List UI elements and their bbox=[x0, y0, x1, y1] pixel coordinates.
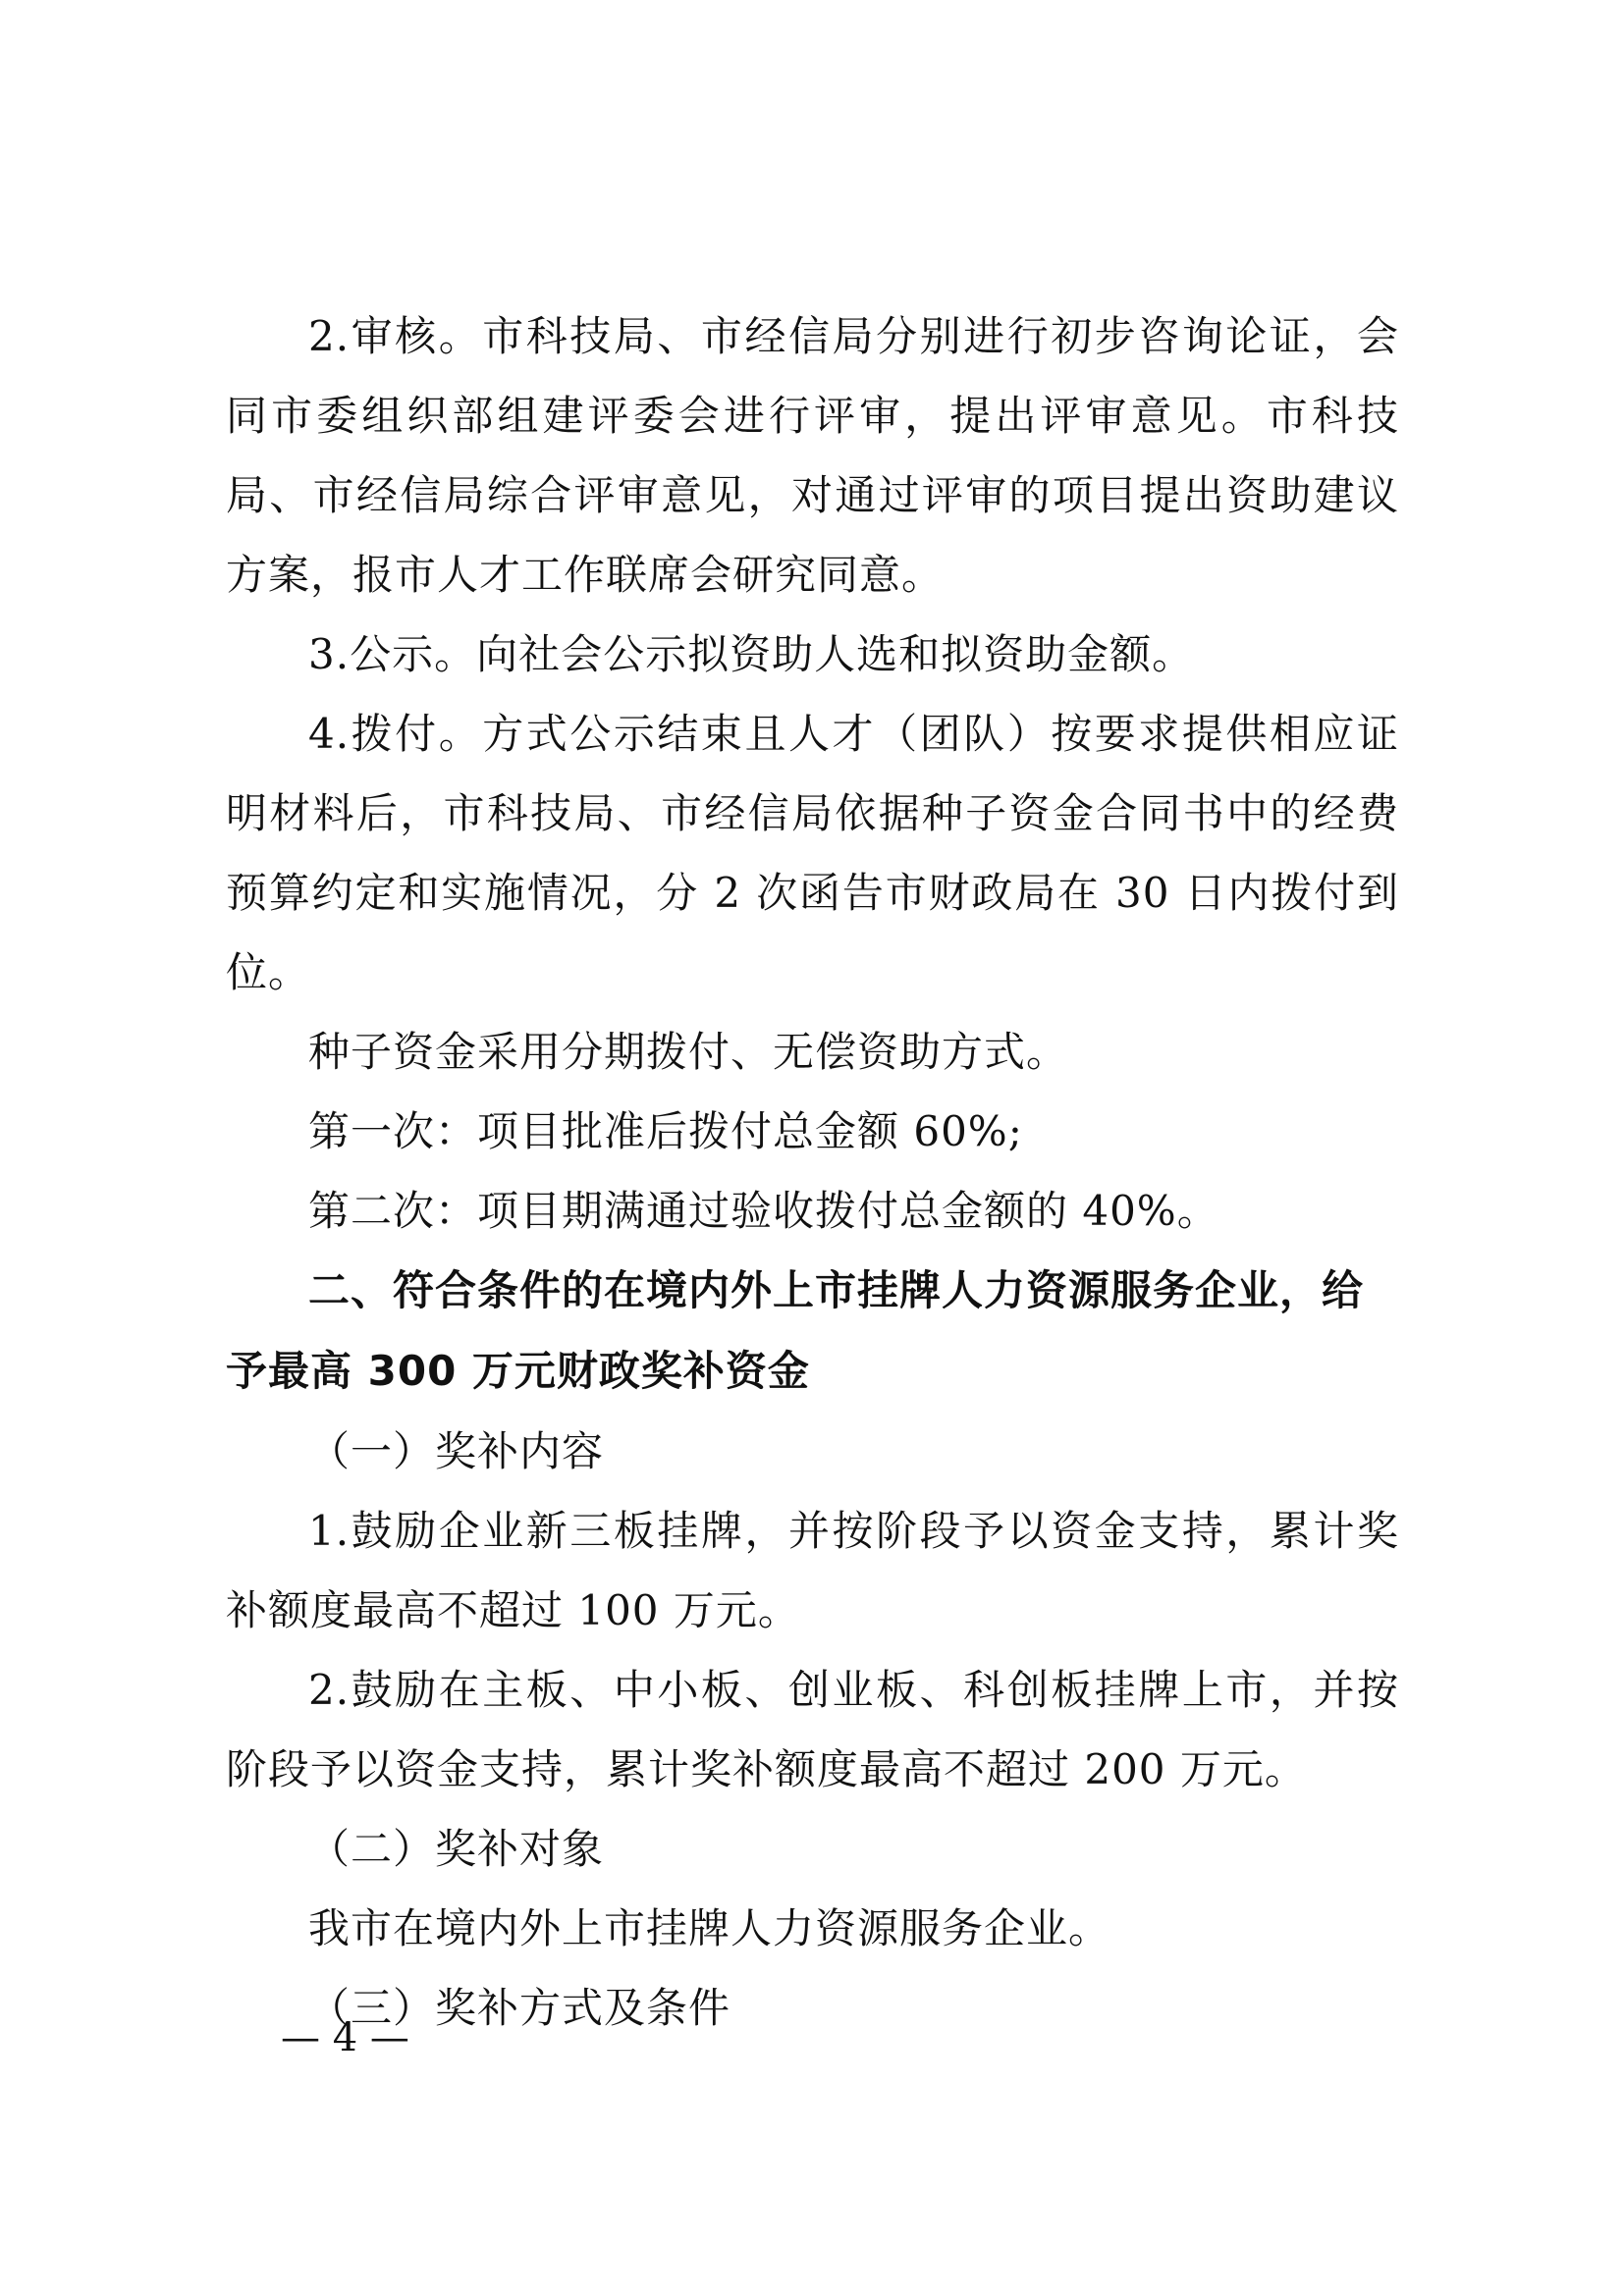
paragraph-first-payment: 第一次：项目批准后拨付总金额 60%; bbox=[308, 1107, 1023, 1155]
page-number: — 4 — bbox=[281, 2015, 409, 2060]
section-heading-listed-enterprises: 二、符合条件的在境内外上市挂牌人力资源服务企业，给予最高 300 万元财政奖补资金 bbox=[226, 1266, 1365, 1395]
paragraph-publicity: 3.公示。向社会公示拟资助人选和拟资助金额。 bbox=[308, 630, 1195, 678]
paragraph-review: 2.审核。市科技局、市经信局分别进行初步咨询论证，会同市委组织部组建评委会进行评审，提出评审意见。市科技局、市经信局综合评审意见，对通过评审的项目提出资助建议方案，报市人才工作联席会研究同意。 bbox=[226, 312, 1399, 599]
reward-target-text: 我市在境内外上市挂牌人力资源服务企业。 bbox=[308, 1904, 1111, 1952]
reward-item-main-board-listing: 2.鼓励在主板、中小板、创业板、科创板挂牌上市，并按阶段予以资金支持，累计奖补额度最高不超过 200 万元。 bbox=[226, 1666, 1399, 1793]
subsection-heading-reward-method: （三）奖补方式及条件 bbox=[308, 1984, 731, 2032]
subsection-heading-reward-content: （一）奖补内容 bbox=[308, 1427, 605, 1475]
paragraph-seed-fund-method: 种子资金采用分期拨付、无偿资助方式。 bbox=[308, 1028, 1069, 1076]
paragraph-second-payment: 第二次：项目期满通过验收拨付总金额的 40%。 bbox=[308, 1187, 1219, 1235]
paragraph-disbursement: 4.拨付。方式公示结束且人才（团队）按要求提供相应证明材料后，市科技局、市经信局依据种子资金合同书中的经费预算约定和实施情况，分 2 次函告市财政局在 30 日内拨付到位。 bbox=[226, 710, 1399, 996]
subsection-heading-reward-target: （二）奖补对象 bbox=[308, 1825, 605, 1873]
document-body bbox=[226, 296, 1399, 2048]
reward-item-neeq-listing: 1.鼓励企业新三板挂牌，并按阶段予以资金支持，累计奖补额度最高不超过 100 万元。 bbox=[226, 1507, 1399, 1634]
